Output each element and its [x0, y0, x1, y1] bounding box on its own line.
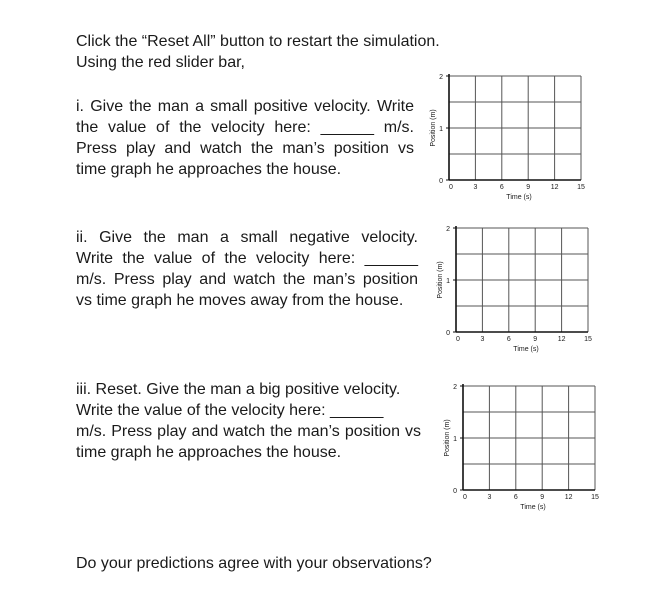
y-tick-label: 1 [439, 126, 443, 133]
x-tick-label: 6 [499, 184, 504, 191]
part-ii-line: ii. Give the man a small negative velocity. [76, 229, 418, 246]
position-time-graph-3 [441, 386, 611, 521]
y-tick-label: 1 [446, 278, 450, 285]
x-tick-label: 0 [463, 494, 467, 501]
position-time-graph-1 [427, 76, 597, 211]
part-iii-line: Write the value of the velocity here: ______ [76, 402, 384, 419]
y-tick-label: 2 [446, 226, 450, 233]
x-tick-label: 15 [577, 184, 585, 191]
part-iii-text [76, 379, 421, 463]
x-tick-label: 0 [449, 184, 453, 191]
y-tick-label: 1 [453, 436, 457, 443]
part-i-line: the value of the velocity here: ______ m/s. [76, 119, 414, 136]
x-tick-label: 3 [473, 184, 478, 191]
intro-line-1: Click the “Reset All” button to restart the simulation. [76, 33, 440, 50]
x-tick-label: 3 [480, 336, 485, 343]
y-tick-label: 0 [439, 178, 443, 185]
x-tick-label: 9 [540, 494, 545, 501]
y-tick-label: 2 [439, 74, 443, 81]
y-axis-label: Position (m) [444, 419, 451, 457]
part-ii-line: Write the value of the velocity here: ______ [76, 250, 418, 267]
part-i-line: time graph he approaches the house. [76, 161, 342, 178]
part-i-line: i. Give the man a small positive velocity. Write [76, 98, 414, 115]
x-tick-label: 9 [526, 184, 531, 191]
part-ii-line: vs time graph he moves away from the house. [76, 292, 404, 309]
y-axis-label: Position (m) [430, 109, 437, 147]
part-iii-line: time graph he approaches the house. [76, 444, 342, 461]
x-tick-label: 12 [550, 184, 559, 191]
x-tick-label: 12 [564, 494, 573, 501]
x-axis-label: Time (s) [506, 194, 532, 201]
y-tick-label: 0 [446, 330, 450, 337]
x-tick-label: 15 [591, 494, 599, 501]
position-time-graph-2 [434, 228, 604, 363]
part-ii-text [76, 227, 418, 311]
intro-line-2: Using the red slider bar, [76, 54, 245, 71]
part-iii-line: iii. Reset. Give the man a big positive velocity. [76, 381, 401, 398]
part-i-text [76, 96, 414, 180]
x-axis-label: Time (s) [520, 504, 546, 511]
closing-question: Do your predictions agree with your observations? [76, 555, 432, 572]
part-ii-line: m/s. Press play and watch the man’s position [76, 271, 418, 288]
y-axis-label: Position (m) [437, 261, 444, 299]
part-iii-line: m/s. Press play and watch the man’s position vs [76, 423, 421, 440]
x-tick-label: 15 [584, 336, 592, 343]
y-tick-label: 2 [453, 384, 457, 391]
x-tick-label: 12 [557, 336, 566, 343]
x-axis-label: Time (s) [513, 346, 539, 353]
x-tick-label: 0 [456, 336, 460, 343]
x-tick-label: 6 [513, 494, 518, 501]
part-i-line: Press play and watch the man’s position vs [76, 140, 414, 157]
x-tick-label: 9 [533, 336, 538, 343]
y-tick-label: 0 [453, 488, 457, 495]
x-tick-label: 6 [506, 336, 511, 343]
x-tick-label: 3 [487, 494, 492, 501]
